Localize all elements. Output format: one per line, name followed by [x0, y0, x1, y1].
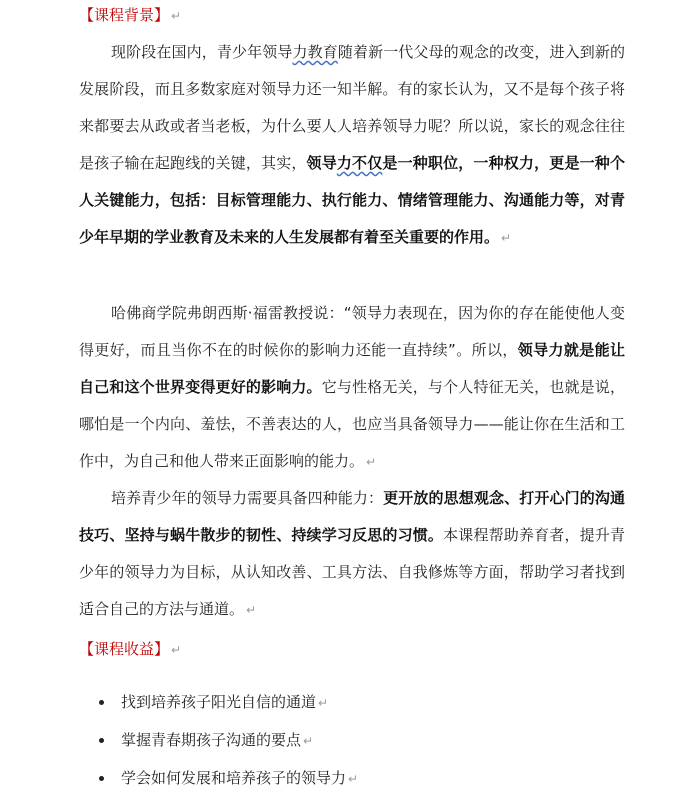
course-benefits-heading: 【课程收益】 ↵	[79, 640, 182, 658]
list-item: 掌握青春期孩子沟通的要点 ↵	[95, 722, 358, 760]
paragraph-mark: ↵	[501, 231, 512, 245]
bullet-icon	[99, 738, 104, 743]
paragraph-mark: ↵	[171, 643, 182, 657]
background-paragraph-3: 培养青少年的领导力需要具备四种能力：更开放的思想观念、打开心门的沟通技巧、坚持与蜗牛散步的韧性、持续学习反思的习惯。本课程帮助养育者，提升青少年的领导力为目标，从认知改善、工具方法、自我修炼等方面，帮助学习者找到适合自己的方法与通道。 ↵	[79, 489, 625, 618]
background-paragraph-1: 现阶段在国内，青少年领导力教育随着新一代父母的观念的改变，进入到新的发展阶段，而且多数家庭对领导力还一知半解。有的家长认为，又不是每个孩子将来都要去从政或者当老板，为什么要人人培养领导力呢？所以说，家长的观念往往是孩子输在起跑线的关键，其实，领导力不仅是一种职位，一种权力，更是一种个人关键能力，包括：目标管理能力、执行能力、情绪管理能力、沟通能力等，对青少年早期的学业教育及未来的人生发展都有着至关重要的作用。 ↵	[79, 43, 625, 246]
paragraph-mark: ↵	[171, 9, 182, 23]
paragraph-mark: ↵	[303, 734, 314, 748]
bullet-icon	[99, 776, 104, 781]
paragraph-mark: ↵	[246, 603, 257, 617]
spellcheck-underline: 力不仅	[336, 154, 383, 172]
list-item: 找到培养孩子阳光自信的通道 ↵	[95, 684, 358, 722]
paragraph-mark: ↵	[318, 696, 329, 710]
paragraph-mark: ↵	[366, 455, 377, 469]
bullet-icon	[99, 700, 104, 705]
course-background-heading: 【课程背景】 ↵	[79, 6, 182, 24]
list-item: 学会如何发展和培养孩子的领导力 ↵	[95, 760, 358, 798]
background-paragraph-2: 哈佛商学院弗朗西斯·福雷教授说：“领导力表现在，因为你的存在能使他人变得更好，而且当你不在的时候你的影响力还能一直持续”。所以，领导力就是能让自己和这个世界变得更好的影响力。它与性格无关，与个人特征无关，也就是说，哪怕是一个内向、羞怯，不善表达的人，也应当具备领导力——能让你在生活和工作中，为自己和他人带来正面影响的能力。 ↵	[79, 304, 625, 470]
paragraph-mark: ↵	[348, 772, 359, 786]
benefits-list	[95, 684, 358, 798]
spellcheck-underline: 力教育	[292, 43, 338, 61]
